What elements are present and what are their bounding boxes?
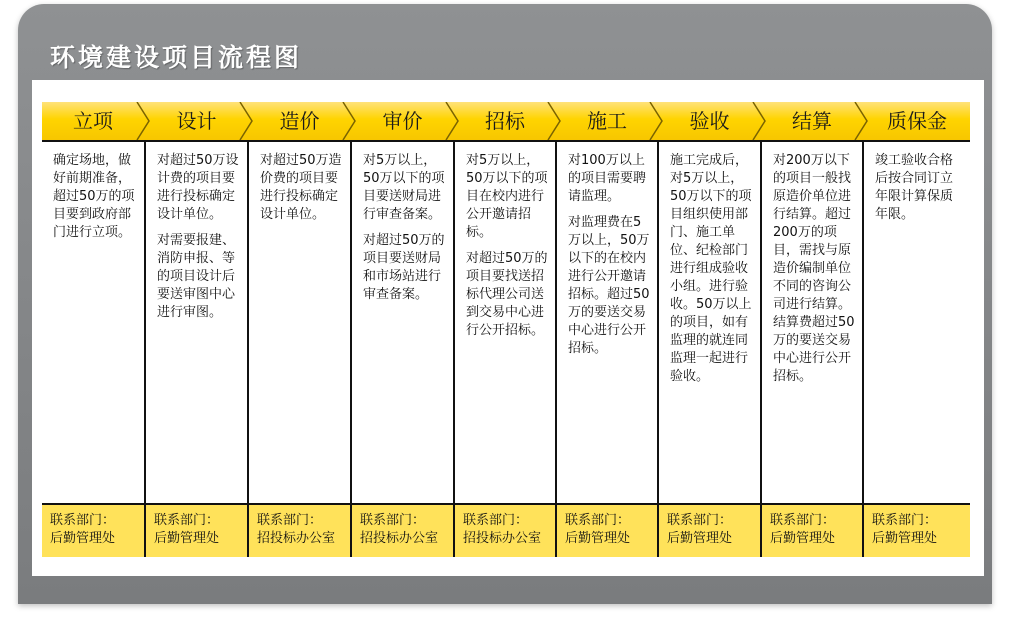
- contact-value: 后勤管理处: [154, 531, 220, 546]
- stage-label: 施工: [587, 109, 627, 133]
- contact-value: 后勤管理处: [872, 531, 938, 546]
- stage-header-bar: [42, 102, 970, 140]
- description-paragraph: 对5万以上，50万以下的项目要送财局进行审查备案。: [363, 153, 445, 222]
- page-title: 环境建设项目流程图: [50, 43, 303, 72]
- stage-label: 设计: [176, 109, 217, 133]
- chevron-arrow-icon: [134, 102, 154, 140]
- description-paragraph: 对超过50万设计费的项目要进行投标确定设计单位。: [157, 153, 239, 222]
- description-paragraph: 竣工验收合格后按合同订立年限计算保质年限。: [875, 153, 954, 222]
- contact-department: [455, 505, 555, 557]
- stage-description: [249, 142, 350, 503]
- description-paragraph: 施工完成后，对5万以上，50万以下的项目组织使用部门、施工单位、纪检部门进行组成验收小组。进行验收。50万以上的项目，如有监理的就连同监理一起进行验收。: [670, 153, 752, 384]
- contact-value: 招投标办公室: [257, 531, 336, 546]
- chevron-arrow-icon: [545, 102, 565, 140]
- stage-label: 审价: [382, 109, 423, 133]
- contact-department: [659, 505, 760, 557]
- description-paragraph: 对超过50万的项目要找送招标代理公司送到交易中心进行公开招标。: [466, 251, 548, 338]
- contact-label: 联系部门：: [667, 513, 733, 528]
- contact-department: [146, 505, 247, 557]
- stage-label: 结算: [792, 109, 832, 133]
- description-paragraph: 对200万以下的项目一般找原造价单位进行结算。超过200万的项目，需找与原造价编制单位不同的咨询公司进行结算。结算费超过50万的要送交易中心进行公开招标。: [773, 153, 855, 384]
- stage-label: 立项: [73, 109, 113, 133]
- description-paragraph: 对监理费在5万以上，50万以下的在校内进行公开邀请招标。超过50万的要送交易中心进行公开招标。: [568, 215, 650, 356]
- contact-label: 联系部门：: [463, 513, 529, 528]
- flowchart: [42, 102, 970, 557]
- contact-label: 联系部门：: [257, 513, 323, 528]
- description-paragraph: 对需要报建、消防申报、等的项目设计后要送审图中心进行审图。: [157, 233, 236, 320]
- stage-label: 造价: [279, 109, 320, 133]
- contact-department: [762, 505, 862, 557]
- contact-label: 联系部门：: [565, 513, 631, 528]
- chevron-arrow-icon: [750, 102, 770, 140]
- contact-department: [352, 505, 453, 557]
- chevron-arrow-icon: [237, 102, 257, 140]
- contact-value: 后勤管理处: [667, 531, 733, 546]
- contact-label: 联系部门：: [360, 513, 426, 528]
- contact-label: 联系部门：: [770, 513, 836, 528]
- stage-label: 验收: [689, 109, 730, 133]
- stage-description: [146, 142, 247, 503]
- contact-department: [42, 505, 144, 557]
- stage-description: [762, 142, 862, 503]
- description-paragraph: 确定场地，做好前期准备，超过50万的项目要到政府部门进行立项。: [53, 153, 135, 240]
- contact-value: 后勤管理处: [565, 531, 631, 546]
- description-paragraph: 对100万以上的项目需要聘请监理。: [568, 153, 647, 204]
- chevron-arrow-icon: [852, 102, 872, 140]
- contact-department: [864, 505, 970, 557]
- contact-value: 招投标办公室: [360, 531, 439, 546]
- contact-value: 后勤管理处: [50, 531, 116, 546]
- chevron-arrow-icon: [647, 102, 667, 140]
- stage-description: [42, 142, 144, 503]
- chevron-arrow-icon: [340, 102, 360, 140]
- chevron-arrow-icon: [443, 102, 463, 140]
- contact-label: 联系部门：: [50, 513, 116, 528]
- description-paragraph: 对5万以上，50万以下的项目在校内进行公开邀请招标。: [466, 153, 548, 240]
- stage-description: [659, 142, 760, 503]
- contact-department: [249, 505, 350, 557]
- contact-department: [557, 505, 657, 557]
- description-paragraph: 对超过50万造价费的项目要进行投标确定设计单位。: [260, 153, 342, 222]
- stage-description: [864, 142, 970, 503]
- stage-description: [352, 142, 453, 503]
- stage-label: 质保金: [887, 109, 947, 133]
- stage-label: 招标: [485, 109, 525, 133]
- stage-description: [455, 142, 555, 503]
- contact-value: 后勤管理处: [770, 531, 836, 546]
- contact-label: 联系部门：: [154, 513, 220, 528]
- contact-label: 联系部门：: [872, 513, 938, 528]
- contact-value: 招投标办公室: [463, 531, 542, 546]
- description-paragraph: 对超过50万的项目要送财局和市场站进行审查备案。: [363, 233, 445, 302]
- stage-description: [557, 142, 657, 503]
